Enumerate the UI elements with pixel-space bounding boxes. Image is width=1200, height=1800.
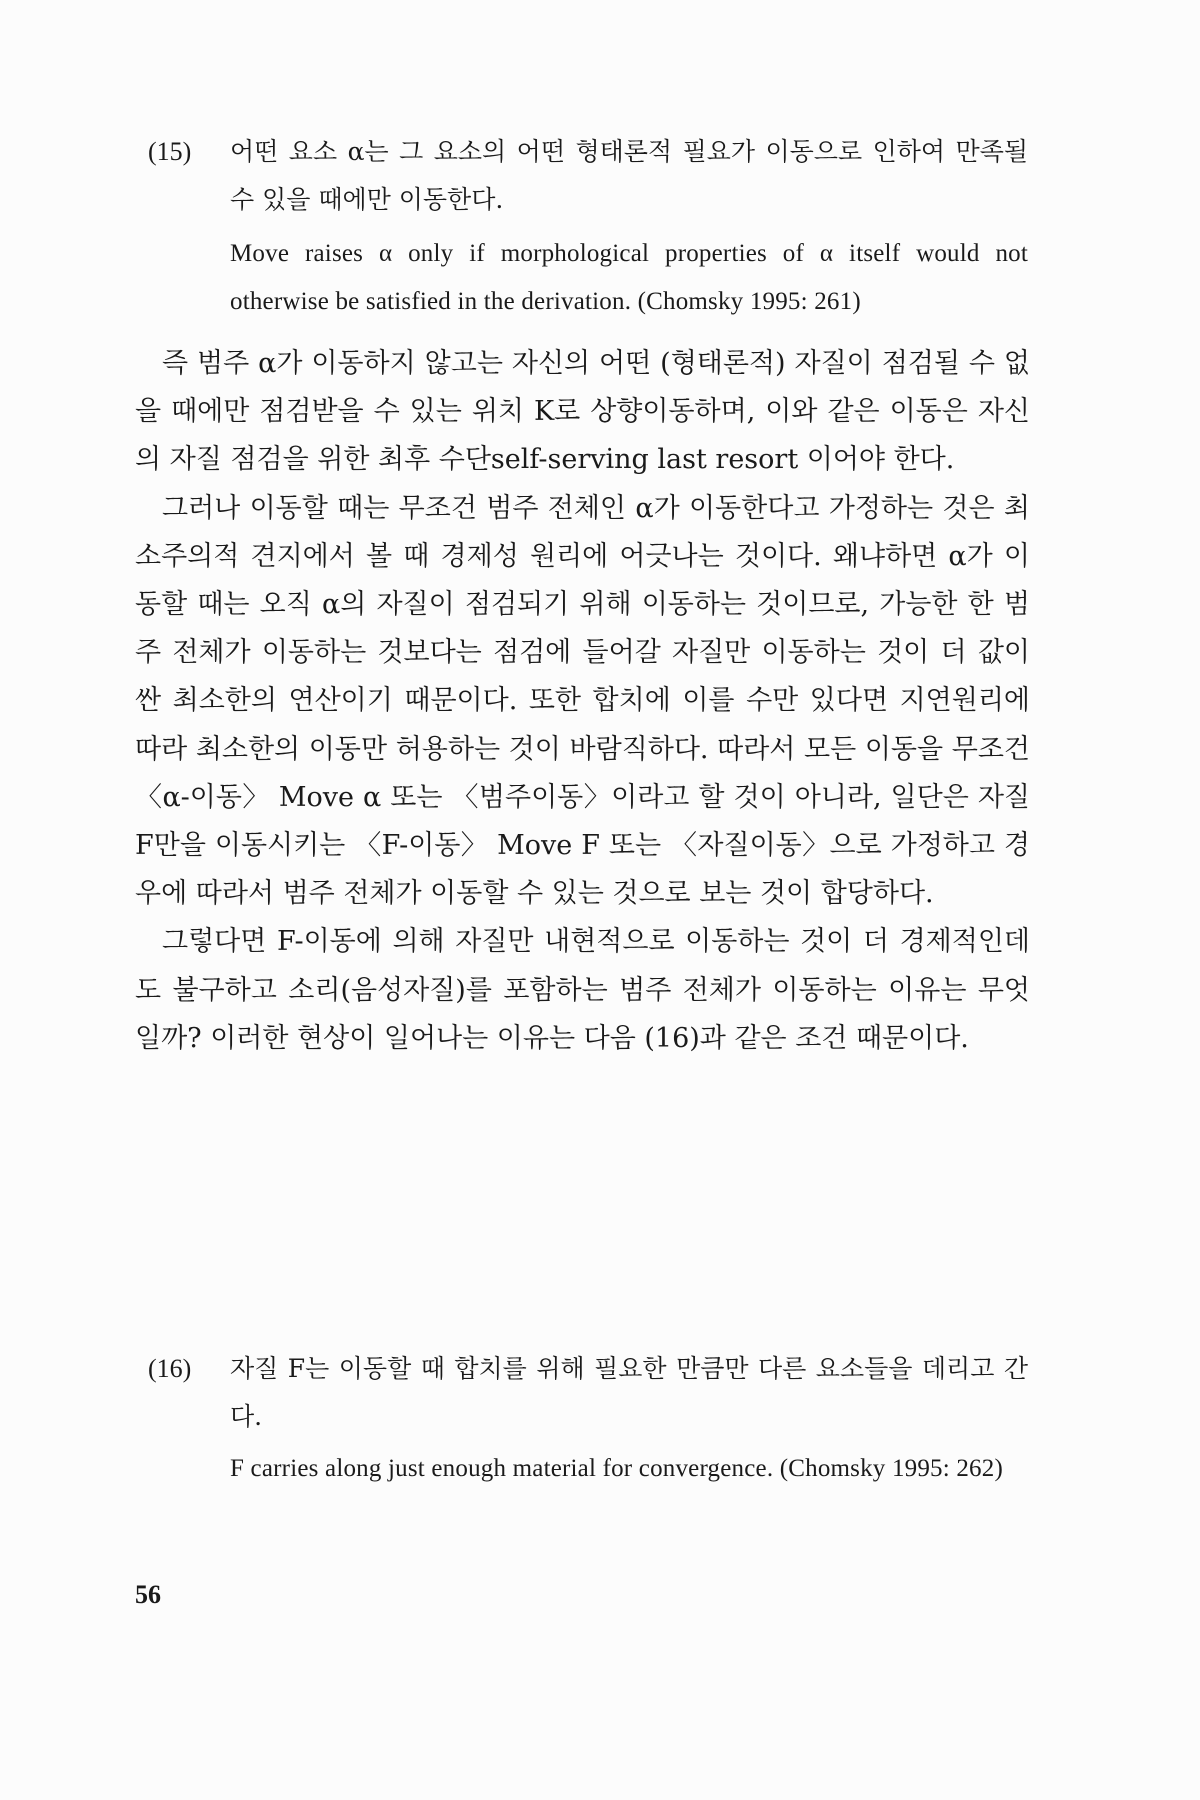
example-english-text: Move raises α only if morphological properties of α itself would not otherwise be satisfied in the derivation. (Chomsky 1995: 261) xyxy=(230,240,1028,315)
paragraph: 그렇다면 F-이동에 의해 자질만 내현적으로 이동하는 것이 더 경제적인데도 불구하고 소리(음성자질)를 포함하는 범주 전체가 이동하는 이유는 무엇일까? 이러한 현상이 일어나는 이유는 다음 (16)과 같은 조건 때문이다. xyxy=(135,926,1030,1054)
body-text xyxy=(135,340,1030,1063)
example-korean-text: 어떤 요소 α는 그 요소의 어떤 형태론적 필요가 이동으로 인하여 만족될 수 있을 때에만 이동한다. xyxy=(230,137,1028,214)
example-english-text: F carries along just enough material for convergence. (Chomsky 1995: 262) xyxy=(230,1455,1003,1482)
example-16 xyxy=(148,1345,1028,1493)
example-korean-text: 자질 F는 이동할 때 합치를 위해 필요한 만큼만 다른 요소들을 데리고 간다. xyxy=(230,1354,1028,1431)
example-number: (15) xyxy=(148,137,192,166)
paragraph: 즉 범주 α가 이동하지 않고는 자신의 어떤 (형태론적) 자질이 점검될 수 없을 때에만 점검받을 수 있는 위치 K로 상향이동하며, 이와 같은 이동은 자신의 자질 점검을 위한 최후 수단self-serving last resort 이어야 한다. xyxy=(135,348,1030,476)
page-number: 56 xyxy=(135,1580,161,1609)
example-15 xyxy=(148,128,1028,326)
paragraph: 그러나 이동할 때는 무조건 범주 전체인 α가 이동한다고 가정하는 것은 최소주의적 견지에서 볼 때 경제성 원리에 어긋나는 것이다. 왜냐하면 α가 이동할 때는 오직 α의 자질이 점검되기 위해 이동하는 것이므로, 가능한 한 범주 전체가 이동하는 것보다는 점검에 들어갈 자질만 이동하는 것이 더 값이 싼 최소한의 연산이기 때문이다. 또한 합치에 이를 수만 있다면 지연원리에 따라 최소한의 이동만 허용하는 것이 바람직하다. 따라서 모든 이동을 무조건 〈α-이동〉 Move α 또는 〈범주이동〉이라고 할 것이 아니라, 일단은 자질 F만을 이동시키는 〈F-이동〉 Move F 또는 〈자질이동〉으로 가정하고 경우에 따라서 범주 전체가 이동할 수 있는 것으로 보는 것이 합당하다. xyxy=(135,492,1030,910)
example-number: (16) xyxy=(148,1354,192,1383)
